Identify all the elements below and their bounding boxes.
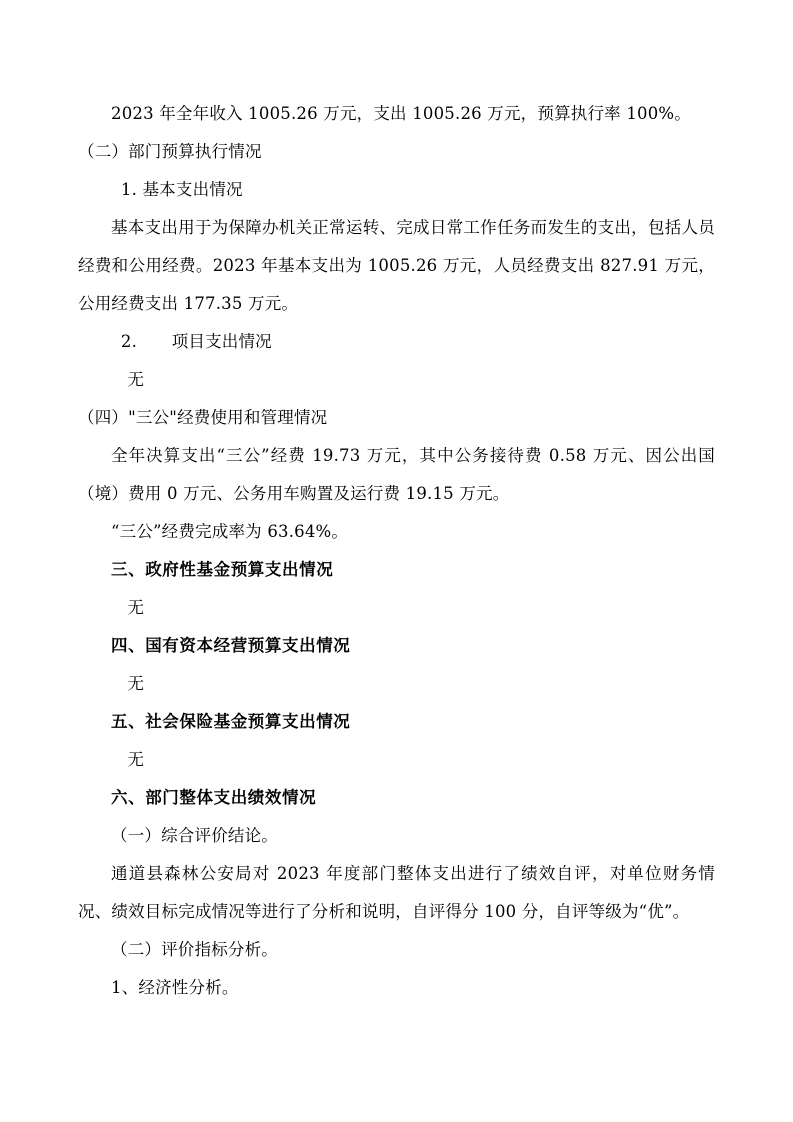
item-2-label: 项目支出情况	[171, 332, 272, 351]
paragraph-section-3-none: 无	[127, 598, 145, 617]
paragraph-sangong-rate: “三公”经费完成率为 63.64%。	[111, 522, 349, 541]
paragraph-basic-expenditure-detail: 基本支出用于为保障办机关正常运转、完成日常工作任务而发生的支出，包括人员经费和公用经费。2023 年基本支出为 1005.26 万元，人员经费支出 827.91 万元，公用经费支出 177.35 万元。	[78, 218, 715, 313]
heading-section-6: 六、部门整体支出绩效情况	[111, 788, 317, 807]
paragraph-section-2-2: （二）部门预算执行情况	[78, 142, 262, 161]
paragraph-annual-income: 2023 年全年收入 1005.26 万元，支出 1005.26 万元，预算执行率 100%。	[111, 104, 691, 123]
paragraph-section-4-none: 无	[127, 674, 145, 693]
heading-section-3: 三、政府性基金预算支出情况	[111, 560, 334, 579]
heading-section-4: 四、国有资本经营预算支出情况	[111, 636, 351, 655]
paragraph-sangong-detail: 全年决算支出“三公”经费 19.73 万元，其中公务接待费 0.58 万元、因公出国（境）费用 0 万元、公务用车购置及运行费 19.15 万元。	[78, 446, 715, 503]
paragraph-section-2-4: （四）"三公"经费使用和管理情况	[78, 408, 328, 427]
paragraph-section-5-none: 无	[127, 750, 145, 769]
paragraph-item-1-basic: 1. 基本支出情况	[120, 180, 243, 199]
paragraph-section-6-2: （二）评价指标分析。	[111, 940, 278, 959]
paragraph-item-economy: 1、经济性分析。	[111, 978, 239, 997]
paragraph-section-6-1: （一）综合评价结论。	[111, 826, 278, 845]
paragraph-project-none: 无	[127, 370, 145, 389]
item-2-number: 2.	[120, 332, 138, 351]
paragraph-item-2-project	[78, 323, 715, 361]
heading-section-5: 五、社会保险基金预算支出情况	[111, 712, 351, 731]
document-body	[78, 95, 715, 1007]
paragraph-evaluation-detail: 通道县森林公安局对 2023 年度部门整体支出进行了绩效自评，对单位财务情况、绩效目标完成情况等进行了分析和说明，自评得分 100 分，自评等级为“优”。	[78, 864, 715, 921]
